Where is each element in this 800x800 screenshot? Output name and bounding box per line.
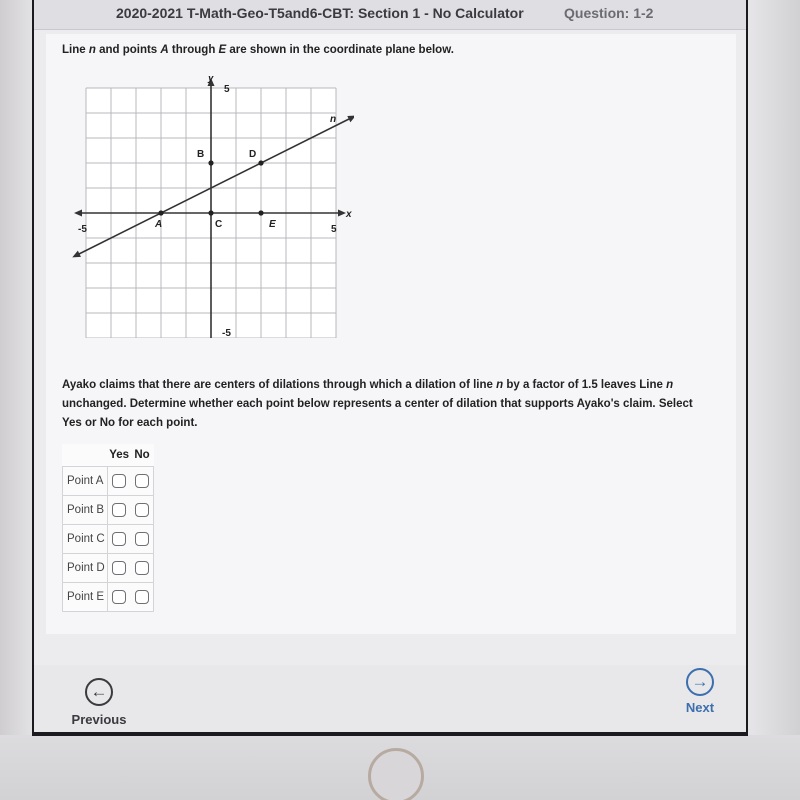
question-panel bbox=[46, 34, 736, 634]
previous-label: Previous bbox=[71, 712, 127, 727]
yes-cell bbox=[107, 466, 131, 495]
home-button[interactable] bbox=[368, 748, 424, 800]
row-label: Point B bbox=[63, 495, 108, 524]
y-max-label: 5 bbox=[224, 84, 230, 95]
x-axis-arrow-left bbox=[74, 210, 82, 217]
yes-radio[interactable] bbox=[112, 503, 126, 517]
answer-rows bbox=[63, 466, 154, 611]
y-axis-label: y bbox=[208, 76, 214, 84]
no-cell bbox=[131, 553, 153, 582]
question-prompt: Line n and points A through E are shown in the coordinate plane below. bbox=[62, 44, 454, 56]
next-button[interactable] bbox=[672, 668, 728, 715]
x-min-label: -5 bbox=[78, 224, 87, 235]
point-label-a: A bbox=[155, 219, 163, 230]
yes-radio[interactable] bbox=[112, 474, 126, 488]
corner-header bbox=[63, 444, 108, 466]
yes-no-table bbox=[62, 444, 154, 612]
no-radio[interactable] bbox=[135, 503, 149, 517]
x-axis-arrow-right bbox=[338, 210, 346, 217]
no-radio[interactable] bbox=[135, 561, 149, 575]
arrow-left-icon: ← bbox=[85, 678, 113, 706]
yes-header: Yes bbox=[109, 448, 130, 461]
arrow-right-icon: → bbox=[686, 668, 714, 696]
yes-cell bbox=[107, 582, 131, 611]
y-min-label: -5 bbox=[222, 328, 231, 338]
row-label: Point A bbox=[63, 466, 108, 495]
no-cell bbox=[131, 582, 153, 611]
no-radio[interactable] bbox=[135, 532, 149, 546]
yes-radio[interactable] bbox=[112, 590, 126, 604]
question-number: Question: 1-2 bbox=[564, 5, 654, 21]
yes-cell bbox=[107, 553, 131, 582]
tablet-screen bbox=[32, 0, 748, 736]
previous-button[interactable] bbox=[64, 678, 134, 727]
table-row bbox=[63, 524, 154, 553]
no-cell bbox=[131, 524, 153, 553]
row-label: Point D bbox=[63, 553, 108, 582]
point-label-d: D bbox=[249, 149, 257, 160]
x-max-label: 5 bbox=[331, 224, 337, 235]
table-row bbox=[63, 553, 154, 582]
test-header bbox=[34, 0, 748, 30]
point-label-c: C bbox=[215, 219, 223, 230]
point-c bbox=[208, 210, 213, 215]
tablet-bezel-left bbox=[0, 0, 32, 740]
row-label: Point C bbox=[63, 524, 108, 553]
table-row bbox=[63, 495, 154, 524]
no-radio[interactable] bbox=[135, 590, 149, 604]
coordinate-plane bbox=[64, 76, 354, 338]
no-cell bbox=[131, 495, 153, 524]
no-header: No bbox=[134, 448, 150, 461]
point-d bbox=[258, 160, 263, 165]
yes-radio[interactable] bbox=[112, 561, 126, 575]
row-label: Point E bbox=[63, 582, 108, 611]
line-n-label: n bbox=[330, 114, 337, 125]
point-e bbox=[258, 210, 263, 215]
point-a bbox=[158, 210, 163, 215]
no-cell bbox=[131, 466, 153, 495]
yes-cell bbox=[107, 495, 131, 524]
navigation-footer bbox=[34, 665, 748, 736]
x-axis-label: x bbox=[346, 209, 352, 220]
yes-cell bbox=[107, 524, 131, 553]
tablet-bezel-right bbox=[748, 0, 800, 760]
yes-radio[interactable] bbox=[112, 532, 126, 546]
table-row bbox=[63, 466, 154, 495]
test-title: 2020-2021 T-Math-Geo-T5and6-CBT: Section 1 - No Calculator bbox=[116, 5, 524, 21]
no-radio[interactable] bbox=[135, 474, 149, 488]
claim-text: Ayako claims that there are centers of dilations through which a dilation of line n by a factor of 1.5 leaves Line n unchanged. Determine whether each point below represents a center of dilation that supports Ayako's claim. Select Yes or No for each point. bbox=[62, 379, 693, 429]
table-row bbox=[63, 582, 154, 611]
next-label: Next bbox=[685, 700, 715, 715]
point-label-e: E bbox=[269, 219, 276, 230]
point-b bbox=[208, 160, 213, 165]
point-label-b: B bbox=[197, 149, 205, 160]
